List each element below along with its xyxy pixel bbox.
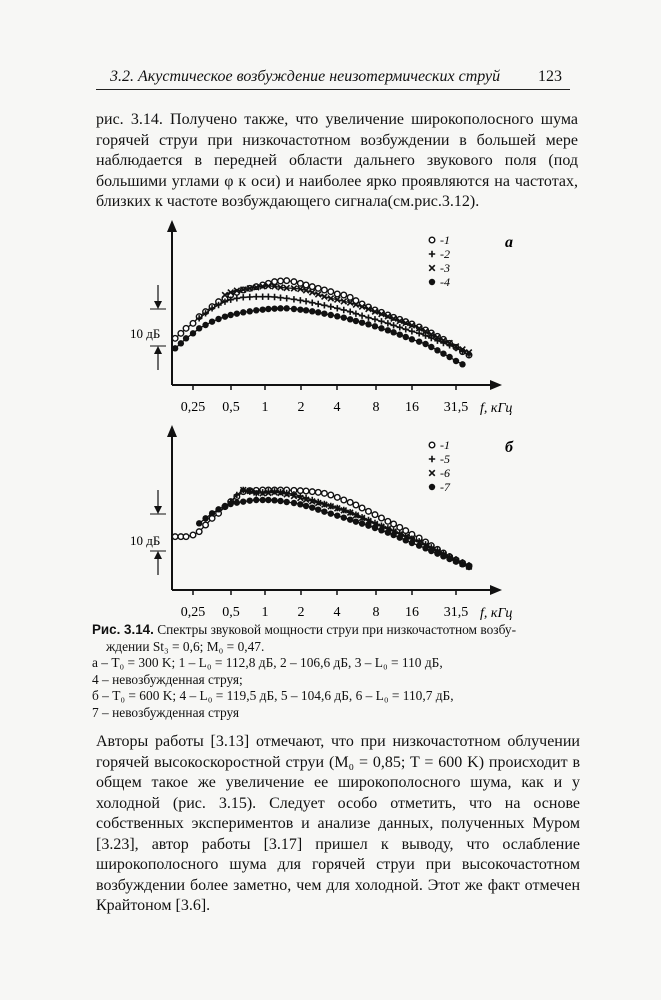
x-tick-label: 0,5	[222, 605, 240, 620]
data-point	[172, 534, 178, 540]
legend-marker	[429, 251, 435, 257]
legend-label: -4	[440, 275, 450, 289]
data-point	[341, 497, 347, 503]
data-point	[271, 294, 277, 300]
data-point	[240, 309, 246, 315]
data-point	[178, 340, 184, 346]
data-point	[334, 512, 340, 518]
scale-arrowhead-top	[154, 506, 162, 514]
data-point	[466, 564, 472, 570]
data-point	[196, 529, 202, 535]
data-point	[215, 316, 221, 322]
paragraph-top: рис. 3.14. Получено также, что увеличение широкополосного шума горячей струи при низкочастотном возбуждении в большей мере наблюдается в передней области дальнего звукового поля (под большими углами φ к оси) и наиболее ярко проявляются на частотах, близких к частоте возбуждающего сигнала(см.рис.3.12).	[96, 111, 578, 210]
data-point	[347, 316, 353, 322]
data-point	[359, 312, 365, 318]
data-point	[353, 310, 359, 316]
data-point	[440, 350, 446, 356]
chart-panel-а	[130, 220, 513, 416]
x-tick-label: 16	[405, 400, 419, 415]
data-point	[378, 325, 384, 331]
data-point	[372, 512, 378, 518]
data-point	[378, 318, 384, 324]
data-point	[291, 279, 297, 285]
data-point	[240, 498, 246, 504]
data-point	[291, 296, 297, 302]
data-point	[334, 495, 340, 501]
data-point	[309, 489, 315, 495]
data-point	[359, 319, 365, 325]
x-tick-label: 8	[372, 400, 380, 415]
data-point	[297, 501, 303, 507]
caption-line-1: Спектры звуковой мощности струи при низкочастотном возбу-	[157, 622, 517, 637]
x-tick-label: 1	[261, 605, 269, 620]
data-point	[259, 306, 265, 312]
caption-line-3: а – T₀ = 300 K; 1 – L₀ = 112,8 дБ, 2 – 106,6 дБ, 3 – L₀ = 110 дБ,	[92, 655, 443, 670]
data-point	[222, 313, 228, 319]
data-point	[459, 561, 465, 567]
data-point	[341, 514, 347, 520]
data-point	[347, 308, 353, 314]
x-tick-label: 31,5	[443, 605, 469, 620]
scale-label: 10 дБ	[130, 326, 161, 341]
data-point	[409, 328, 415, 334]
data-point	[359, 505, 365, 511]
page-number: 123	[538, 68, 562, 85]
data-point	[322, 491, 328, 497]
caption-line-6: 7 – невозбужденная струя	[92, 704, 240, 720]
data-point	[422, 545, 428, 551]
data-point	[403, 326, 409, 332]
data-point	[247, 308, 253, 314]
data-point	[390, 322, 396, 328]
data-point	[234, 295, 240, 301]
data-point	[334, 305, 340, 311]
data-point	[277, 305, 283, 311]
data-point	[403, 334, 409, 340]
x-tick-label: 0,25	[180, 605, 206, 620]
data-point	[190, 321, 196, 327]
scale-arrowhead-top	[154, 301, 162, 309]
data-point	[247, 294, 253, 300]
data-point	[291, 500, 297, 506]
data-point	[298, 281, 304, 287]
data-point	[265, 306, 271, 312]
x-tick-label: 16	[405, 605, 419, 620]
legend-marker	[429, 456, 435, 462]
data-point	[253, 307, 259, 313]
legend-marker	[429, 484, 435, 490]
data-point	[178, 331, 184, 337]
data-point	[278, 278, 284, 284]
data-point	[446, 354, 452, 360]
legend-label: -1	[440, 233, 450, 247]
data-point	[283, 499, 289, 505]
data-point	[271, 497, 277, 503]
x-axis-arrow	[490, 380, 502, 390]
data-point	[334, 313, 340, 319]
data-point	[409, 336, 415, 342]
data-point	[172, 336, 178, 342]
chart-panel-б	[130, 425, 514, 621]
series-4	[172, 305, 466, 367]
data-point	[453, 558, 459, 564]
x-tick-label: 4	[333, 605, 341, 620]
data-point	[227, 501, 233, 507]
data-point	[397, 525, 403, 531]
data-point	[385, 519, 391, 525]
data-point	[172, 345, 178, 351]
data-point	[403, 528, 409, 534]
data-point	[303, 282, 309, 288]
data-point	[372, 316, 378, 322]
data-point	[459, 361, 465, 367]
data-point	[190, 532, 196, 538]
data-point	[341, 292, 347, 298]
legend-label: -5	[440, 452, 450, 466]
data-point	[259, 497, 265, 503]
x-tick-label: 0,5	[222, 400, 240, 415]
data-point	[196, 520, 202, 526]
data-point	[222, 503, 228, 509]
data-point	[253, 497, 259, 503]
data-point	[203, 522, 209, 528]
data-point	[283, 295, 289, 301]
data-point	[347, 500, 353, 506]
data-point	[259, 293, 265, 299]
legend-marker	[429, 442, 435, 448]
series-1	[172, 487, 471, 569]
series-line	[199, 500, 469, 567]
data-point	[365, 314, 371, 320]
running-title: 3.2. Акустическое возбуждение неизотермических струй	[110, 68, 501, 85]
legend-label: -1	[440, 438, 450, 452]
data-point	[234, 499, 240, 505]
legend-label: -2	[440, 247, 450, 261]
data-point	[341, 314, 347, 320]
x-axis-label: f, кГц	[480, 606, 513, 621]
data-point	[284, 278, 290, 284]
data-point	[321, 302, 327, 308]
data-point	[385, 327, 391, 333]
data-point	[359, 520, 365, 526]
scale-arrowhead-bottom	[154, 551, 162, 559]
data-point	[365, 522, 371, 528]
data-point	[209, 510, 215, 516]
x-tick-label: 8	[372, 605, 380, 620]
data-point	[183, 534, 189, 540]
data-point	[416, 338, 422, 344]
data-point	[315, 301, 321, 307]
data-point	[409, 540, 415, 546]
data-point	[265, 497, 271, 503]
data-point	[347, 516, 353, 522]
data-point	[315, 286, 321, 292]
data-point	[328, 289, 334, 295]
data-point	[215, 506, 221, 512]
data-point	[321, 310, 327, 316]
data-point	[353, 318, 359, 324]
data-point	[397, 331, 403, 337]
data-point	[202, 322, 208, 328]
y-axis-arrow	[167, 220, 177, 232]
legend-label: -3	[440, 261, 450, 275]
data-point	[453, 358, 459, 364]
data-point	[309, 299, 315, 305]
data-point	[366, 509, 372, 515]
x-tick-label: 4	[333, 400, 341, 415]
data-point	[309, 504, 315, 510]
legend-marker	[429, 237, 435, 243]
data-point	[297, 297, 303, 303]
legend-marker	[429, 279, 435, 285]
data-point	[328, 303, 334, 309]
x-tick-label: 1	[261, 400, 269, 415]
data-point	[227, 312, 233, 318]
paragraph-bottom: Авторы работы [3.13] отмечают, что при низкочастотном облучении горячей высокоскоростной струи (M₀ = 0,85; T = 600 K) происходит в общем такое же увеличение ее широкополосного шума, как и у холодной (рис. 3.15). Следует особо отметить, что на основе собственных экспериментов и анализе данных, полученных Муром [3.23], автор работы [3.17] пришел к выводу, что ослабление широкополосного шума для горячей струи при высокочастотном возбуждении более заметно, чем для холодной. Этот же факт отмечен Крайтоном [3.6].	[96, 733, 580, 914]
data-point	[372, 323, 378, 329]
data-point	[265, 293, 271, 299]
caption-line-5: б – T₀ = 600 K; 4 – L₀ = 119,5 дБ, 5 – 104,6 дБ, 6 – L₀ = 110,7 дБ,	[92, 688, 454, 703]
data-point	[328, 510, 334, 516]
data-point	[303, 488, 309, 494]
panel-label: а	[505, 234, 513, 251]
legend-marker	[429, 470, 435, 476]
data-point	[390, 329, 396, 335]
x-tick-label: 2	[297, 605, 305, 620]
data-point	[247, 497, 253, 503]
data-point	[390, 532, 396, 538]
data-point	[385, 320, 391, 326]
data-point	[397, 324, 403, 330]
data-point	[303, 298, 309, 304]
data-point	[315, 309, 321, 315]
data-point	[209, 318, 215, 324]
data-point	[190, 330, 196, 336]
data-point	[196, 325, 202, 331]
data-point	[322, 287, 328, 293]
data-point	[315, 490, 321, 496]
data-point	[397, 534, 403, 540]
data-point	[253, 293, 259, 299]
scale-arrowhead-bottom	[154, 346, 162, 354]
data-point	[341, 307, 347, 313]
data-point	[234, 310, 240, 316]
panel-label: б	[505, 439, 513, 456]
caption-line-4: 4 – невозбужденная струя;	[92, 671, 243, 687]
data-point	[403, 537, 409, 543]
data-point	[428, 344, 434, 350]
data-point	[365, 321, 371, 327]
data-point	[309, 308, 315, 314]
data-point	[446, 556, 452, 562]
data-point	[334, 291, 340, 297]
x-tick-label: 0,25	[180, 400, 206, 415]
legend-marker	[429, 265, 435, 271]
data-point	[183, 326, 189, 332]
caption-line-2: ждении St₃ = 0,6; M₀ = 0,47.	[106, 638, 265, 654]
data-point	[297, 306, 303, 312]
data-point	[440, 553, 446, 559]
legend-label: -7	[440, 480, 450, 494]
data-point	[303, 307, 309, 313]
data-point	[353, 518, 359, 524]
data-point	[321, 508, 327, 514]
legend-label: -6	[440, 466, 450, 480]
data-point	[379, 515, 385, 521]
data-point	[328, 312, 334, 318]
data-point	[291, 306, 297, 312]
data-point	[271, 305, 277, 311]
data-point	[303, 503, 309, 509]
data-point	[240, 294, 246, 300]
figure-label: Рис. 3.14.	[92, 622, 154, 637]
y-axis-arrow	[167, 425, 177, 437]
data-point	[434, 550, 440, 556]
data-point	[385, 529, 391, 535]
data-point	[416, 542, 422, 548]
data-point	[391, 521, 397, 527]
data-point	[183, 335, 189, 341]
data-point	[315, 506, 321, 512]
x-tick-label: 31,5	[443, 400, 469, 415]
data-point	[277, 294, 283, 300]
x-tick-label: 2	[297, 400, 305, 415]
figure-caption	[92, 622, 552, 721]
data-point	[309, 284, 315, 290]
data-point	[347, 295, 353, 301]
data-point	[378, 527, 384, 533]
data-point	[202, 515, 208, 521]
data-point	[328, 492, 334, 498]
data-point	[434, 347, 440, 353]
data-point	[353, 502, 359, 508]
data-point	[298, 488, 304, 494]
data-point	[277, 498, 283, 504]
data-point	[372, 525, 378, 531]
scale-label: 10 дБ	[130, 533, 161, 548]
x-axis-arrow	[490, 585, 502, 595]
data-point	[283, 305, 289, 311]
x-axis-label: f, кГц	[480, 401, 513, 416]
data-point	[428, 548, 434, 554]
data-point	[422, 341, 428, 347]
